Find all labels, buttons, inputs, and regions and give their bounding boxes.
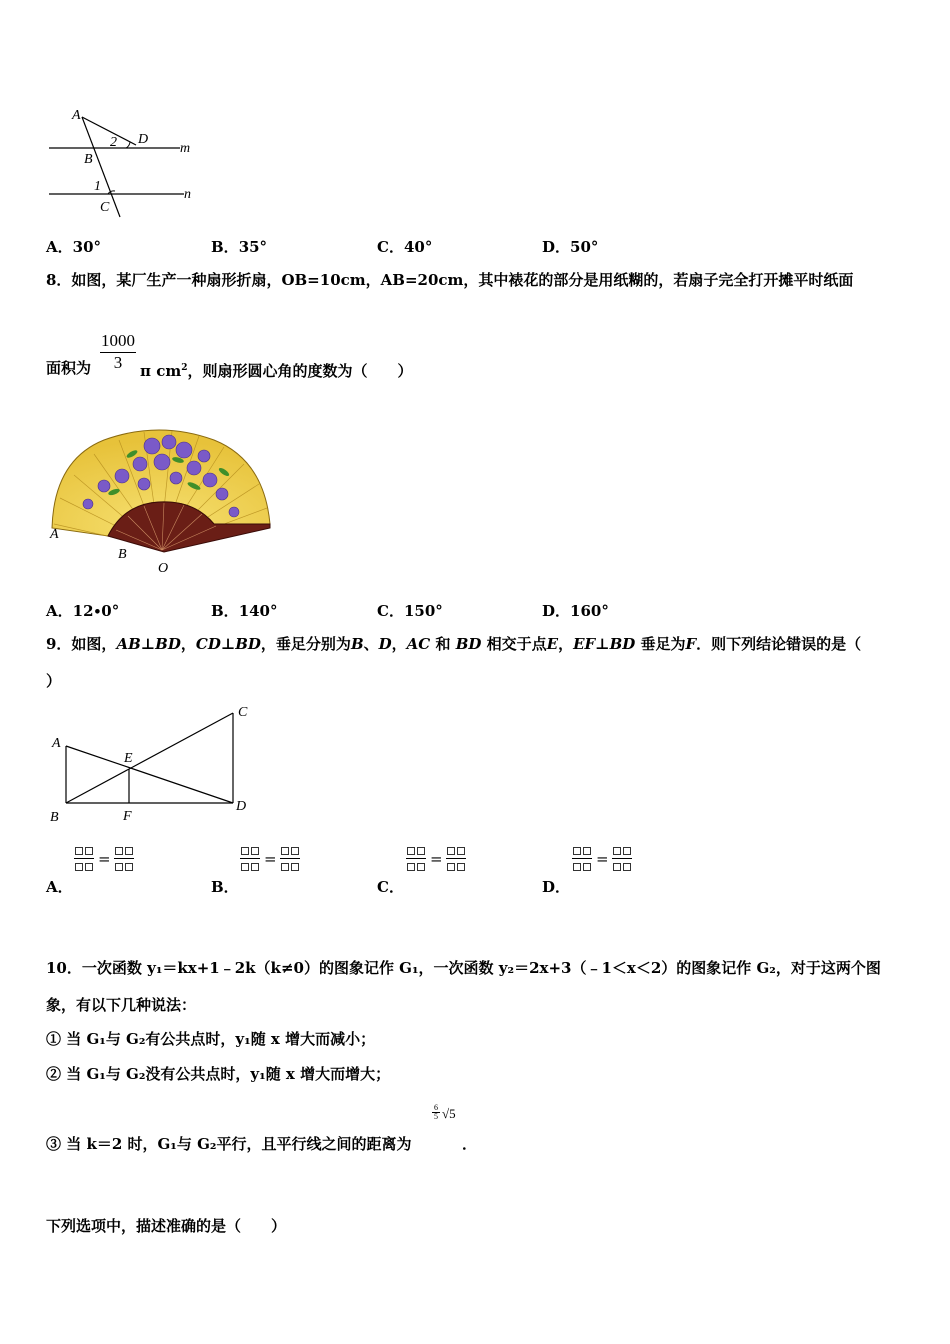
q8-fraction-denominator: 3 [113, 353, 123, 372]
label-A: A [72, 108, 81, 123]
q8-stem-line2-suffix: π $cm^2$，则扇形圆心角的度数为（ ） [140, 362, 413, 380]
q8-stem-line2-prefix: 面积为 [46, 359, 92, 377]
label-m: m [180, 141, 191, 156]
label-B: B [84, 152, 93, 167]
q10-prompt: 下列选项中，描述准确的是（ ） [46, 1217, 287, 1235]
q9-label-C: C [238, 705, 248, 720]
q8-option-c[interactable]: C．150° [377, 602, 443, 620]
label-two: 2 [110, 135, 117, 150]
seg-AD [66, 746, 233, 803]
q9-option-d[interactable]: D． [542, 878, 571, 896]
seg-BC [66, 713, 233, 803]
q9-stem-line2: ） [46, 672, 62, 690]
q9-label-F: F [123, 809, 132, 824]
q10-statement-2: ② 当 G₁与 G₂没有公共点时，y₁随 x 增大而增大； [46, 1065, 391, 1083]
q9-label-D: D [236, 799, 247, 814]
q8-area-fraction [96, 331, 140, 373]
q10-statement-3: ③ 当 k＝2 时，G₁与 G₂平行，且平行线之间的距离为 [46, 1135, 412, 1153]
q10-distance-root: √5 [442, 1106, 456, 1121]
q7-option-c[interactable]: C．40° [377, 238, 433, 256]
q8-option-d[interactable]: D．160° [542, 602, 609, 620]
q7-option-d[interactable]: D．50° [542, 238, 599, 256]
q8-option-a[interactable]: A．12∙0° [46, 602, 120, 620]
label-C: C [100, 200, 110, 215]
label-one: 1 [94, 179, 101, 194]
q9-option-b[interactable]: B． [211, 878, 239, 896]
q10-stem-line2: 象，有以下几种说法： [46, 996, 197, 1014]
q10-statement-3-end: ． [462, 1135, 478, 1153]
q9-stem-line1: 9．如图，AB⊥BD，CD⊥BD，垂足分别为B、D，AC 和 BD 相交于点E，EF⊥BD 垂足为F．则下列结论错误的是（ [46, 635, 862, 653]
q10-stem-line1: 10．一次函数 y₁＝kx+1﹣2k（k≠0）的图象记作 G₁，一次函数 y₂＝2x+3（﹣1＜x＜2）的图象记作 G₂，对于这两个图 [46, 959, 881, 977]
line-ad [82, 117, 136, 145]
q9-option-c-formula: = [404, 846, 474, 874]
q9-label-E: E [124, 751, 133, 766]
q7-option-b[interactable]: B．35° [211, 238, 268, 256]
q9-label-A: A [52, 736, 61, 751]
fan-label-B: B [118, 547, 127, 562]
q9-option-a[interactable]: A． [46, 878, 73, 896]
fan-label-O: O [158, 561, 169, 576]
q9-option-d-formula: = [570, 846, 640, 874]
q9-option-c[interactable]: C． [377, 878, 404, 896]
q7-option-a[interactable]: A．30° [46, 238, 102, 256]
q9-option-b-formula: = [238, 846, 308, 874]
q9-option-a-formula: = [72, 846, 142, 874]
q10-distance-formula [432, 1104, 466, 1134]
label-n: n [184, 187, 191, 202]
q8-fraction-numerator: 1000 [101, 331, 135, 350]
label-D: D [138, 132, 149, 147]
q9-label-B: B [50, 810, 59, 825]
q10-distance-fraction: 6 5 [434, 1103, 438, 1121]
q8-option-b[interactable]: B．140° [211, 602, 278, 620]
fan-label-A: A [50, 527, 59, 542]
q8-fan-figure [44, 420, 274, 580]
q9-figure [44, 700, 264, 830]
angle-2-arc [126, 142, 130, 148]
q8-stem-line1: 8．如图，某厂生产一种扇形折扇，OB=10cm，AB=20cm，其中裱花的部分是用纸糊的，若扇子完全打开摊平时纸面 [46, 271, 854, 289]
q7-figure [44, 105, 204, 225]
q10-statement-1: ① 当 G₁与 G₂有公共点时，y₁随 x 增大而减小； [46, 1030, 376, 1048]
